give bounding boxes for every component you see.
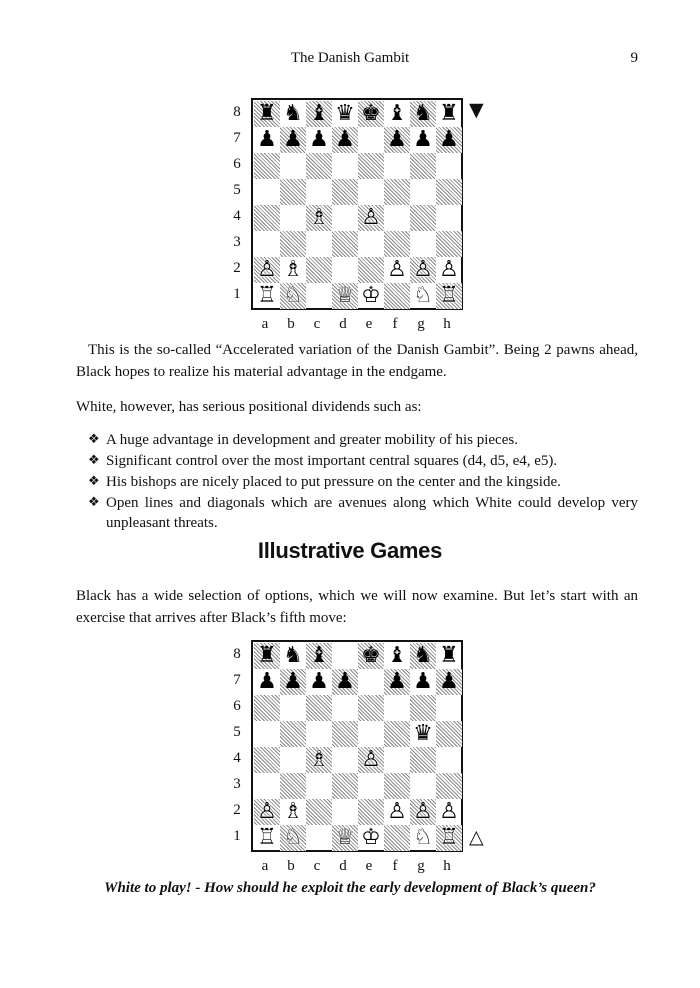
square-d8	[332, 643, 358, 669]
rank-label-3: 3	[233, 234, 241, 250]
square-h5	[436, 721, 462, 747]
square-h3	[436, 231, 462, 257]
black-bishop-icon: ♝	[309, 643, 329, 668]
file-label-h: h	[443, 858, 451, 874]
square-h6	[436, 695, 462, 721]
bullet-text: A huge advantage in development and greater mobility of his pieces.	[106, 432, 518, 448]
page-number: 9	[630, 50, 638, 66]
square-a6	[254, 153, 280, 179]
black-knight-icon: ♞	[283, 643, 303, 668]
square-f3	[384, 231, 410, 257]
square-g3	[410, 231, 436, 257]
square-a5	[254, 721, 280, 747]
square-c6	[306, 153, 332, 179]
square-a4	[254, 747, 280, 773]
black-pawn-icon: ♟	[413, 669, 433, 694]
black-pawn-icon: ♟	[283, 127, 303, 152]
white-bishop-icon: ♗	[283, 799, 303, 824]
square-g4	[410, 747, 436, 773]
black-knight-icon: ♞	[413, 101, 433, 126]
rank-label-4: 4	[233, 750, 241, 766]
rank-label-3: 3	[233, 776, 241, 792]
black-pawn-icon: ♟	[257, 669, 277, 694]
white-pawn-icon: ♙	[387, 799, 407, 824]
black-king-icon: ♚	[361, 101, 381, 126]
rank-label-7: 7	[233, 672, 241, 688]
square-b4	[280, 747, 306, 773]
square-f5	[384, 179, 410, 205]
square-c3	[306, 231, 332, 257]
white-pawn-icon: ♙	[257, 257, 277, 282]
square-d6	[332, 695, 358, 721]
square-e3	[358, 773, 384, 799]
white-bishop-icon: ♗	[283, 257, 303, 282]
square-b4	[280, 205, 306, 231]
file-label-a: a	[261, 858, 269, 874]
square-c3	[306, 773, 332, 799]
square-c1	[306, 283, 332, 309]
rank-label-6: 6	[233, 698, 241, 714]
paragraph-dividends: White, however, has serious positional dividends such as:	[76, 399, 422, 415]
square-e5	[358, 179, 384, 205]
square-d5	[332, 721, 358, 747]
square-e2	[358, 799, 384, 825]
black-to-move-icon: ▼	[469, 99, 484, 121]
square-h6	[436, 153, 462, 179]
black-queen-icon: ♛	[413, 721, 433, 746]
white-knight-icon: ♘	[283, 825, 303, 850]
white-pawn-icon: ♙	[361, 205, 381, 230]
square-e2	[358, 257, 384, 283]
square-g5	[410, 179, 436, 205]
white-pawn-icon: ♙	[439, 257, 459, 282]
black-pawn-icon: ♟	[387, 669, 407, 694]
file-label-g: g	[417, 858, 425, 874]
white-pawn-icon: ♙	[439, 799, 459, 824]
file-label-f: f	[392, 858, 398, 874]
square-f4	[384, 205, 410, 231]
black-pawn-icon: ♟	[257, 127, 277, 152]
square-d6	[332, 153, 358, 179]
square-a4	[254, 205, 280, 231]
square-f3	[384, 773, 410, 799]
black-rook-icon: ♜	[257, 101, 277, 126]
black-pawn-icon: ♟	[283, 669, 303, 694]
square-g3	[410, 773, 436, 799]
square-c5	[306, 179, 332, 205]
white-rook-icon: ♖	[439, 825, 459, 850]
file-label-c: c	[313, 316, 321, 332]
bullet-text: Significant control over the most important central squares (d4, d5, e4, e5).	[106, 453, 558, 469]
white-rook-icon: ♖	[439, 283, 459, 308]
running-title: The Danish Gambit	[290, 50, 410, 66]
chess-diagram-1	[225, 98, 485, 338]
rank-label-8: 8	[233, 104, 241, 120]
square-b5	[280, 179, 306, 205]
square-d3	[332, 231, 358, 257]
black-knight-icon: ♞	[283, 101, 303, 126]
square-d2	[332, 799, 358, 825]
black-bishop-icon: ♝	[309, 101, 329, 126]
bullet-item	[88, 472, 638, 492]
square-c5	[306, 721, 332, 747]
white-queen-icon: ♕	[335, 825, 355, 850]
square-h5	[436, 179, 462, 205]
square-c2	[306, 799, 332, 825]
square-b5	[280, 721, 306, 747]
diamond-bullet-icon: ❖	[88, 453, 100, 468]
white-pawn-icon: ♙	[413, 257, 433, 282]
black-bishop-icon: ♝	[387, 101, 407, 126]
rank-label-4: 4	[233, 208, 241, 224]
bullet-list	[88, 430, 638, 534]
white-pawn-icon: ♙	[387, 257, 407, 282]
bullet-item	[88, 430, 638, 450]
white-knight-icon: ♘	[413, 283, 433, 308]
file-label-d: d	[339, 316, 347, 332]
black-knight-icon: ♞	[413, 643, 433, 668]
black-rook-icon: ♜	[257, 643, 277, 668]
file-label-h: h	[443, 316, 451, 332]
white-pawn-icon: ♙	[257, 799, 277, 824]
rank-label-2: 2	[233, 802, 241, 818]
black-pawn-icon: ♟	[413, 127, 433, 152]
square-d5	[332, 179, 358, 205]
square-d4	[332, 747, 358, 773]
file-label-b: b	[287, 858, 295, 874]
section-heading: Illustrative Games	[257, 538, 443, 563]
rank-label-1: 1	[233, 286, 241, 302]
black-rook-icon: ♜	[439, 101, 459, 126]
square-a5	[254, 179, 280, 205]
white-knight-icon: ♘	[413, 825, 433, 850]
square-d2	[332, 257, 358, 283]
black-pawn-icon: ♟	[439, 127, 459, 152]
white-bishop-icon: ♗	[309, 747, 329, 772]
square-e7	[358, 669, 384, 695]
white-bishop-icon: ♗	[309, 205, 329, 230]
diamond-bullet-icon: ❖	[88, 495, 100, 510]
black-pawn-icon: ♟	[335, 669, 355, 694]
file-label-f: f	[392, 316, 398, 332]
rank-label-7: 7	[233, 130, 241, 146]
square-d3	[332, 773, 358, 799]
square-b6	[280, 695, 306, 721]
square-e6	[358, 153, 384, 179]
rank-label-2: 2	[233, 260, 241, 276]
square-e6	[358, 695, 384, 721]
chessboard	[251, 640, 463, 852]
square-c1	[306, 825, 332, 851]
file-label-e: e	[365, 858, 373, 874]
black-pawn-icon: ♟	[439, 669, 459, 694]
white-pawn-icon: ♙	[413, 799, 433, 824]
white-to-move-icon: △	[469, 826, 484, 848]
square-f6	[384, 153, 410, 179]
bullet-text: Open lines and diagonals which are avenues along which White could develop very unpleasant threats.	[106, 495, 638, 531]
square-c2	[306, 257, 332, 283]
bullet-text: His bishops are nicely placed to put pressure on the center and the kingside.	[106, 474, 561, 490]
white-queen-icon: ♕	[335, 283, 355, 308]
square-a6	[254, 695, 280, 721]
square-g4	[410, 205, 436, 231]
square-e7	[358, 127, 384, 153]
paragraph-intro: This is the so-called “Accelerated variation of the Danish Gambit”. Being 2 pawns ahead, Black hopes to realize his material advantage in the endgame.	[76, 342, 638, 380]
black-bishop-icon: ♝	[387, 643, 407, 668]
square-f4	[384, 747, 410, 773]
diamond-bullet-icon: ❖	[88, 432, 100, 447]
square-b3	[280, 231, 306, 257]
paragraph-exercise: Black has a wide selection of options, which we will now examine. But let’s start with an exercise that arrives after Black’s fifth move:	[76, 588, 638, 626]
square-b3	[280, 773, 306, 799]
rank-label-6: 6	[233, 156, 241, 172]
square-f6	[384, 695, 410, 721]
rank-label-5: 5	[233, 182, 241, 198]
square-e5	[358, 721, 384, 747]
square-f5	[384, 721, 410, 747]
black-pawn-icon: ♟	[387, 127, 407, 152]
white-king-icon: ♔	[361, 825, 381, 850]
square-h3	[436, 773, 462, 799]
bullet-item	[88, 451, 638, 471]
square-g6	[410, 153, 436, 179]
white-knight-icon: ♘	[283, 283, 303, 308]
white-rook-icon: ♖	[257, 825, 277, 850]
square-h4	[436, 747, 462, 773]
square-e3	[358, 231, 384, 257]
rank-label-8: 8	[233, 646, 241, 662]
black-pawn-icon: ♟	[309, 127, 329, 152]
file-label-e: e	[365, 316, 373, 332]
running-header	[62, 46, 638, 70]
black-rook-icon: ♜	[439, 643, 459, 668]
file-label-a: a	[261, 316, 269, 332]
square-g6	[410, 695, 436, 721]
black-queen-icon: ♛	[335, 101, 355, 126]
square-d4	[332, 205, 358, 231]
file-label-b: b	[287, 316, 295, 332]
square-a3	[254, 231, 280, 257]
square-a3	[254, 773, 280, 799]
white-king-icon: ♔	[361, 283, 381, 308]
square-f1	[384, 283, 410, 309]
file-label-g: g	[417, 316, 425, 332]
rank-label-5: 5	[233, 724, 241, 740]
white-rook-icon: ♖	[257, 283, 277, 308]
file-label-d: d	[339, 858, 347, 874]
file-label-c: c	[313, 858, 321, 874]
diamond-bullet-icon: ❖	[88, 474, 100, 489]
white-pawn-icon: ♙	[361, 747, 381, 772]
black-king-icon: ♚	[361, 643, 381, 668]
exercise-caption: White to play! - How should he exploit the early development of Black’s queen?	[104, 880, 596, 896]
square-b6	[280, 153, 306, 179]
black-pawn-icon: ♟	[309, 669, 329, 694]
square-h4	[436, 205, 462, 231]
rank-label-1: 1	[233, 828, 241, 844]
chessboard	[251, 98, 463, 310]
chess-diagram-2	[225, 640, 485, 880]
square-f1	[384, 825, 410, 851]
square-c6	[306, 695, 332, 721]
black-pawn-icon: ♟	[335, 127, 355, 152]
bullet-item	[88, 493, 638, 533]
